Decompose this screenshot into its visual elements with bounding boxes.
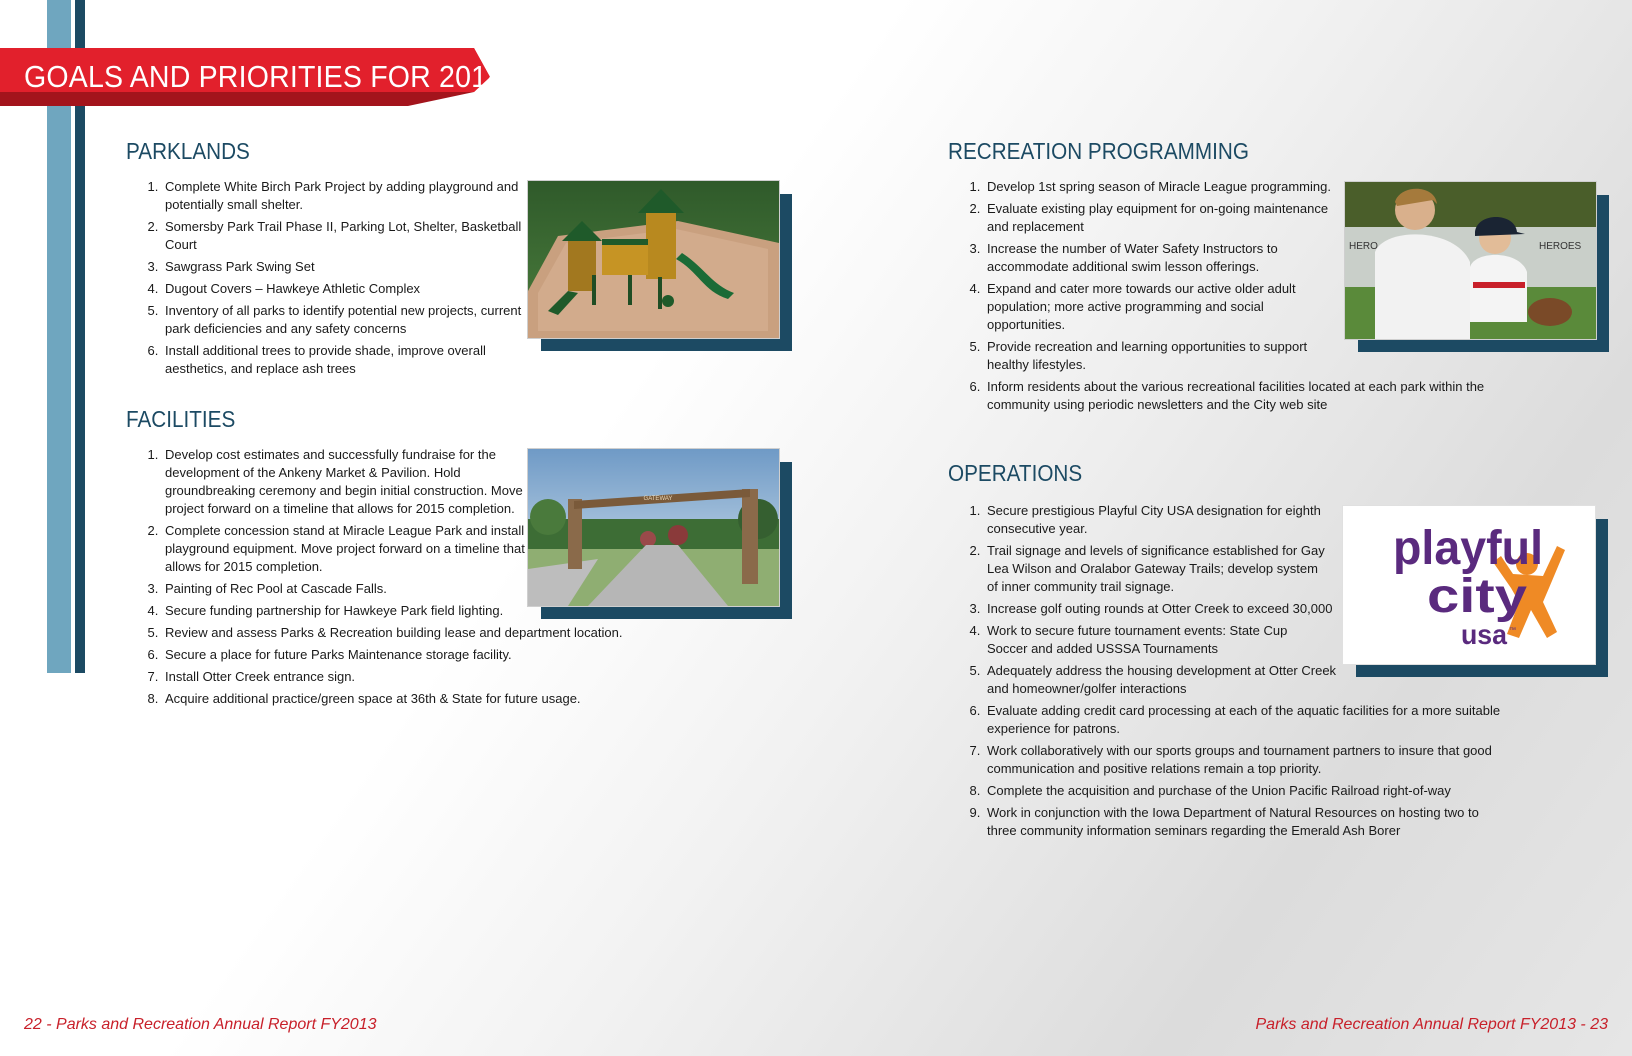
banner-sign-right: HEROES <box>1539 241 1582 252</box>
playground-image <box>527 180 780 339</box>
parklands-heading: PARKLANDS <box>126 138 250 164</box>
logo-word-playful: playful <box>1393 522 1543 575</box>
list-item: 4. Secure funding partnership for Hawkeye Park field lighting. <box>162 602 682 620</box>
playground-illustration <box>528 181 779 338</box>
gateway-sign-text: GATEWAY <box>643 496 673 502</box>
list-item: 5. Provide recreation and learning opportunities to support healthy lifestyles. <box>984 338 1317 374</box>
list-item: 6. Evaluate adding credit card processing at each of the aquatic facilities for a more suitable experience for patrons. <box>984 702 1504 738</box>
list-item: 5. Adequately address the housing development at Otter Creek and homeowner/golfer interactions <box>984 662 1347 698</box>
list-item: 7. Install Otter Creek entrance sign. <box>162 668 682 686</box>
list-item: 5. Inventory of all parks to identify potential new projects, current park deficiencies and any safety concerns <box>162 302 542 338</box>
playful-city-logo <box>1342 505 1596 665</box>
list-item: 9. Work in conjunction with the Iowa Department of Natural Resources on hosting two to three community information seminars regarding the Emerald Ash Borer <box>984 804 1504 840</box>
parklands-list <box>126 178 542 382</box>
list-item: 3. Increase the number of Water Safety Instructors to accommodate additional swim lesson offerings. <box>984 240 1287 276</box>
list-item: 2. Complete concession stand at Miracle League Park and install playground equipment. Move project forward on a timeline that allows for 2015 completion. <box>162 522 525 576</box>
recreation-heading: RECREATION PROGRAMMING <box>948 138 1249 164</box>
list-item: 4. Work to secure future tournament events: State Cup Soccer and added USSSA Tournaments <box>984 622 1327 658</box>
baseball-image <box>1344 181 1597 340</box>
title-banner <box>0 48 504 106</box>
footer-left: 22 - Parks and Recreation Annual Report FY2013 <box>24 1016 377 1033</box>
logo-word-city: city <box>1427 570 1528 623</box>
list-item: 7. Work collaboratively with our sports groups and tournament partners to insure that good communication and positive relations remain a top priority. <box>984 742 1504 778</box>
list-item: 6. Install additional trees to provide shade, improve overall aesthetics, and replace ash trees <box>162 342 542 378</box>
list-item: 8. Acquire additional practice/green space at 36th & State for future usage. <box>162 690 682 708</box>
list-item: 2. Somersby Park Trail Phase II, Parking Lot, Shelter, Basketball Court <box>162 218 542 254</box>
list-item: 8. Complete the acquisition and purchase of the Union Pacific Railroad right-of-way <box>984 782 1504 800</box>
logo-word-usa: usa <box>1461 619 1508 650</box>
list-item: 1. Develop cost estimates and successfully fundraise for the development of the Ankeny Market & Pavilion. Hold groundbreaking ceremony and begin initial construction. Move project forward on a timeline that allows for 2015 completion. <box>162 446 525 518</box>
footer-right: Parks and Recreation Annual Report FY2013 - 23 <box>1255 1016 1608 1033</box>
list-item: 6. Inform residents about the various recreational facilities located at each park within the community using periodic newsletters and the City web site <box>984 378 1504 414</box>
list-item: 1. Secure prestigious Playful City USA designation for eighth consecutive year. <box>984 502 1327 538</box>
list-item: 4. Dugout Covers – Hawkeye Athletic Complex <box>162 280 542 298</box>
banner-sign-left: HERO <box>1349 241 1378 252</box>
baseball-kids-photo <box>1345 182 1596 339</box>
list-item: 1. Develop 1st spring season of Miracle League programming. <box>984 178 1347 196</box>
list-item: 3. Painting of Rec Pool at Cascade Falls. <box>162 580 682 598</box>
list-item: 5. Review and assess Parks & Recreation building lease and department location. <box>162 624 682 642</box>
list-item: 4. Expand and cater more towards our active older adult population; more active programming and social opportunities. <box>984 280 1307 334</box>
list-item: 3. Increase golf outing rounds at Otter Creek to exceed 30,000 <box>984 600 1347 618</box>
gateway-rendering <box>528 449 779 606</box>
playful-city-usa-logo <box>1343 506 1595 664</box>
logo-trademark: ™ <box>1509 627 1516 634</box>
operations-heading: OPERATIONS <box>948 460 1083 486</box>
list-item: 6. Secure a place for future Parks Maintenance storage facility. <box>162 646 682 664</box>
list-item: 3. Sawgrass Park Swing Set <box>162 258 542 276</box>
page-title: GOALS AND PRIORITIES FOR 2014 <box>24 59 504 94</box>
gateway-image <box>527 448 780 607</box>
facilities-heading: FACILITIES <box>126 406 236 432</box>
list-item: 2. Trail signage and levels of significance established for Gay Lea Wilson and Oralabor Gateway Trails; develop system of inner community trail signage. <box>984 542 1332 596</box>
list-item: 2. Evaluate existing play equipment for on-going maintenance and replacement <box>984 200 1332 236</box>
list-item: 1. Complete White Birch Park Project by adding playground and potentially small shelter. <box>162 178 542 214</box>
